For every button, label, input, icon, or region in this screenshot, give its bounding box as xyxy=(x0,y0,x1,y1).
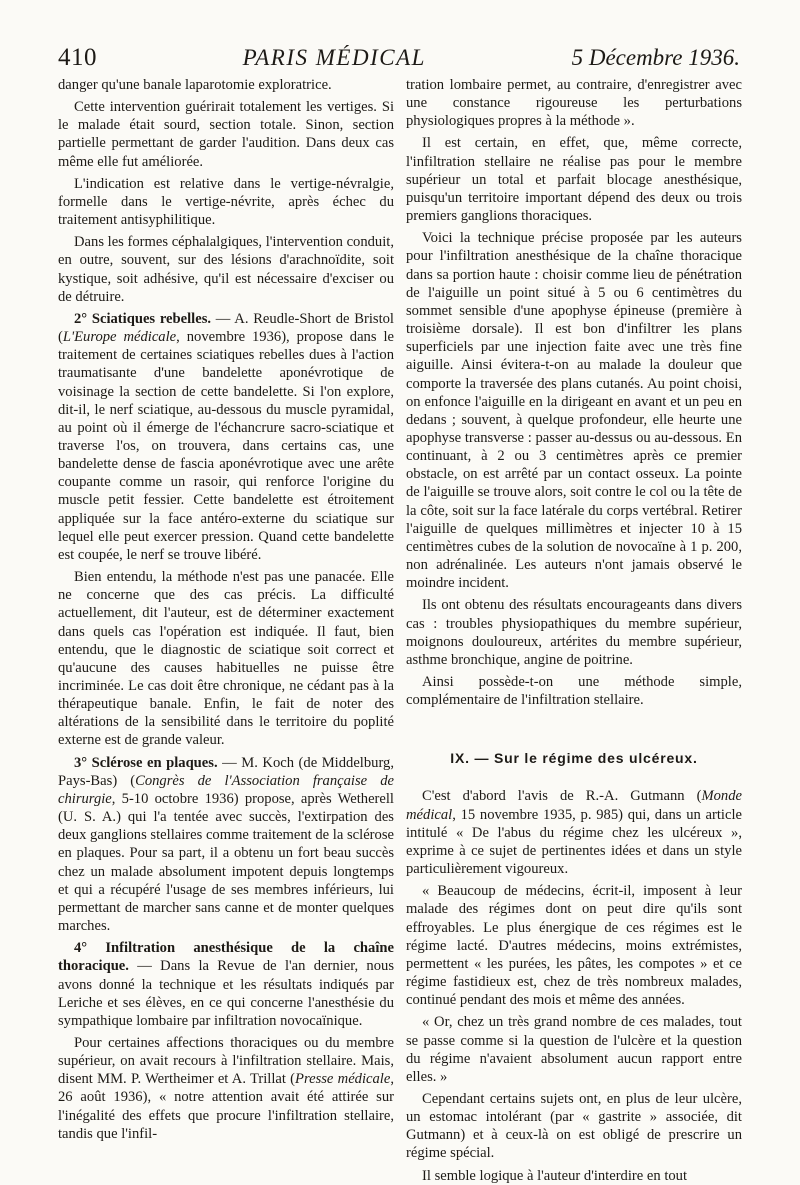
paragraph: C'est d'abord l'avis de R.-A. Gutmann (Monde médical, 15 novembre 1935, p. 985) qui, dans un article intitulé « De l'abus du régime chez les ulcéreux », exprime à ce sujet de pertinentes idées et dans un style particulièrement vigoureux. xyxy=(406,788,742,878)
journal-citation: Congrès de l'Association française de chirurgie xyxy=(58,772,394,807)
paragraph-sclerose: 3° Sclérose en plaques. — M. Koch (de Middelburg, Pays-Bas) (Congrès de l'Association française de chirurgie, 5-10 octobre 1936) propose, après Wetherell (U. S. A.) qui l'a tentée avec succès, l'extirpation des deux ganglions stellaires comme traitement de la sclérose en plaques. Pour sa part, il a obtenu un fort beau succès chez un malade absolument impotent depuis longtemps et qui a récupéré l'usage de ses membres inférieurs, lui permettant de marcher sans canne et de monter quelques marches. xyxy=(58,754,394,935)
paragraph: Pour certaines affections thoraciques ou du membre supérieur, on avait recours à l'infiltration stellaire. Mais, disent MM. P. Wertheimer et A. Trillat (Presse médicale, 26 août 1936), « notre attention avait été attirée sur l'inégalité des effets que procure l'infiltration stellaire, tandis que l'infil- xyxy=(58,1034,394,1142)
subheading-sciatiques: 2° Sciatiques rebelles. xyxy=(74,310,212,327)
article-body xyxy=(58,76,742,1184)
paragraph: « Or, chez un très grand nombre de ces malades, tout se passe comme si la question de l'ulcère et la question du régime n'avaient absolument aucun rapport entre elles. » xyxy=(406,1014,742,1085)
paragraph: Ils ont obtenu des résultats encourageants dans divers cas : troubles physiopathiques du membre supérieur, moignons douloureux, artérites du membre supérieur, asthme bronchique, angine de poitrine. xyxy=(406,597,742,668)
paragraph: danger qu'une banale laparotomie exploratrice. xyxy=(58,77,332,93)
right-column xyxy=(406,76,742,1184)
paragraph: Cependant certains sujets ont, en plus de leur ulcère, un estomac intolérant (par « gastrite » associée, dit Gutmann) et à ceux-là on est obligé de prescrire un régime spécial. xyxy=(406,1090,742,1162)
journal-title: PARIS MÉDICAL xyxy=(242,45,426,70)
paragraph: tration lombaire permet, au contraire, d'enregistrer avec une constance rigoureuse les perturbations physiologiques propres à la méthode ». xyxy=(406,77,742,130)
page-header xyxy=(58,44,740,78)
paragraph: « Beaucoup de médecins, écrit-il, imposent à leur malade des régimes dont on peut dire qu'ils sont effroyables. Le plus énergique de ces régimes est le régime lacté. D'autres médecins, moins extrémistes, permettent « les purées, les pâtes, les compotes » et ce régime fastidieux est, chez de très nombreux malades, continué pendant des mois et même des années. xyxy=(406,883,742,1009)
section-heading: IX. — Sur le régime des ulcéreux. xyxy=(450,750,698,767)
paragraph: Ainsi possède-t-on une méthode simple, complémentaire de l'infiltration stellaire. xyxy=(406,674,742,709)
journal-citation: L'Europe médicale xyxy=(62,329,177,346)
left-column xyxy=(58,76,394,1142)
paragraph-sciatiques: 2° Sciatiques rebelles. — A. Reudle-Short de Bristol (L'Europe médicale, novembre 1936), propose dans le traitement de certaines sciatiques rebelles dues à l'action traumatisante d'une bandelette aponévrotique de voisinage la section de cette bandelette. Si l'on explore, dit-il, le nerf sciatique, au-dessous du muscle pyramidal, au point où il émerge de l'échancrure sacro-sciatique et traverse l'os, on trouvera, dans certains cas, une bandelette dense de fascia aponévrotique avec une arête coupante comme un rasoir, qui renforce l'origine du muscle petit fessier. Cette bandelette est étroitement appliquée sur la face antéro-externe du sciatique sur lequel elle peut exercer pression. Quand cette bandelette est coupée, le nerf se trouve libéré. xyxy=(58,310,394,563)
journal-citation: Presse médicale xyxy=(295,1071,391,1088)
page-number: 410 xyxy=(58,44,97,71)
journal-citation: Monde médical xyxy=(406,788,742,823)
paragraph: Bien entendu, la méthode n'est pas une panacée. Elle ne concerne que des cas précis. La difficulté actuellement, dit l'auteur, est de déterminer exactement dans quels cas l'opération est indiquée. Il faut, bien entendu, que le diagnostic de sciatique soit correct et qu'aucune des causes habituelles ne puisse être incriminée. Le cas doit être chronique, ne cédant pas à la thérapeutique banale. Enfin, le fait de noter des altérations de la sensibilité dans le territoire du poplité externe est de grande valeur. xyxy=(58,569,394,749)
paragraph-infiltration: 4° Infiltration anesthésique de la chaîne thoracique. — Dans la Revue de l'an dernier, nous avons donné la technique et les résultats indiqués par Leriche et ses élèves, en ce qui concerne l'anesthésie du sympathique lombaire par infiltration novocaïnique. xyxy=(58,940,394,1029)
paragraph: Il semble logique à l'auteur d'interdire en tout xyxy=(422,1167,688,1184)
paragraph: Dans les formes céphalalgiques, l'intervention conduit, en outre, souvent, sur des lésions d'arachnoïdite, soit kystique, soit adhésive, qu'il est nécessaire d'exciser ou de détruire. xyxy=(58,234,394,305)
subheading-infiltration: 4° Infiltration anesthésique de la chaîne thoracique. xyxy=(58,940,394,975)
paragraph: Cette intervention guérirait totalement les vertiges. Si le malade était sourd, section totale. Sinon, section partielle permettant de garder l'audition. Dans deux cas même elle fut améliorée. xyxy=(58,99,394,170)
paragraph: Voici la technique précise proposée par les auteurs pour l'infiltration anesthésique de la chaîne thoracique dans sa portion haute : choisir comme lieu de pénétration de l'aiguille un point situé à 5 ou 6 centimètres du sommet sensible d'une apophyse épineuse (première à troisième dorsale). Il est bon d'infiltrer les plans superficiels par une injection faite avec une très fine aiguille. Ainsi évitera-t-on au malade la douleur que comporte la traversée des plans cutanés. Au point choisi, on enfonce l'aiguille en la dirigeant en avant et un peu en dedans ; souvent, à quelque profondeur, elle heurte une apophyse transverse : passer au-dessus ou au-dessous. En continuant, à 2 ou 3 centimètres après ce premier obstacle, on est arrêté par un contact osseux. La pointe de l'aiguille se trouve alors, soit contre le col ou la tête de la côte, soit sur la face latérale du corps vertébral. Retirer l'aiguille de quelques millimètres et injecter 10 à 15 centimètres cubes de la solution de novocaïne à 1 p. 200, non adrénalinée. Les auteurs n'ont jamais observé le moindre incident. xyxy=(406,230,742,592)
issue-date: 5 Décembre 1936. xyxy=(571,45,740,70)
paragraph: L'indication est relative dans le vertige-névralgie, formelle dans le vertige-névrite, après échec du traitement antisyphilitique. xyxy=(58,175,394,229)
subheading-sclerose: 3° Sclérose en plaques. xyxy=(74,754,218,771)
paragraph: Il est certain, en effet, que, même correcte, l'infiltration stellaire ne réalise pas pour le membre supérieur un total et parfait blocage anesthésique, puisqu'un territoire important dépend des deux ou trois premiers ganglions thoraciques. xyxy=(406,135,742,225)
